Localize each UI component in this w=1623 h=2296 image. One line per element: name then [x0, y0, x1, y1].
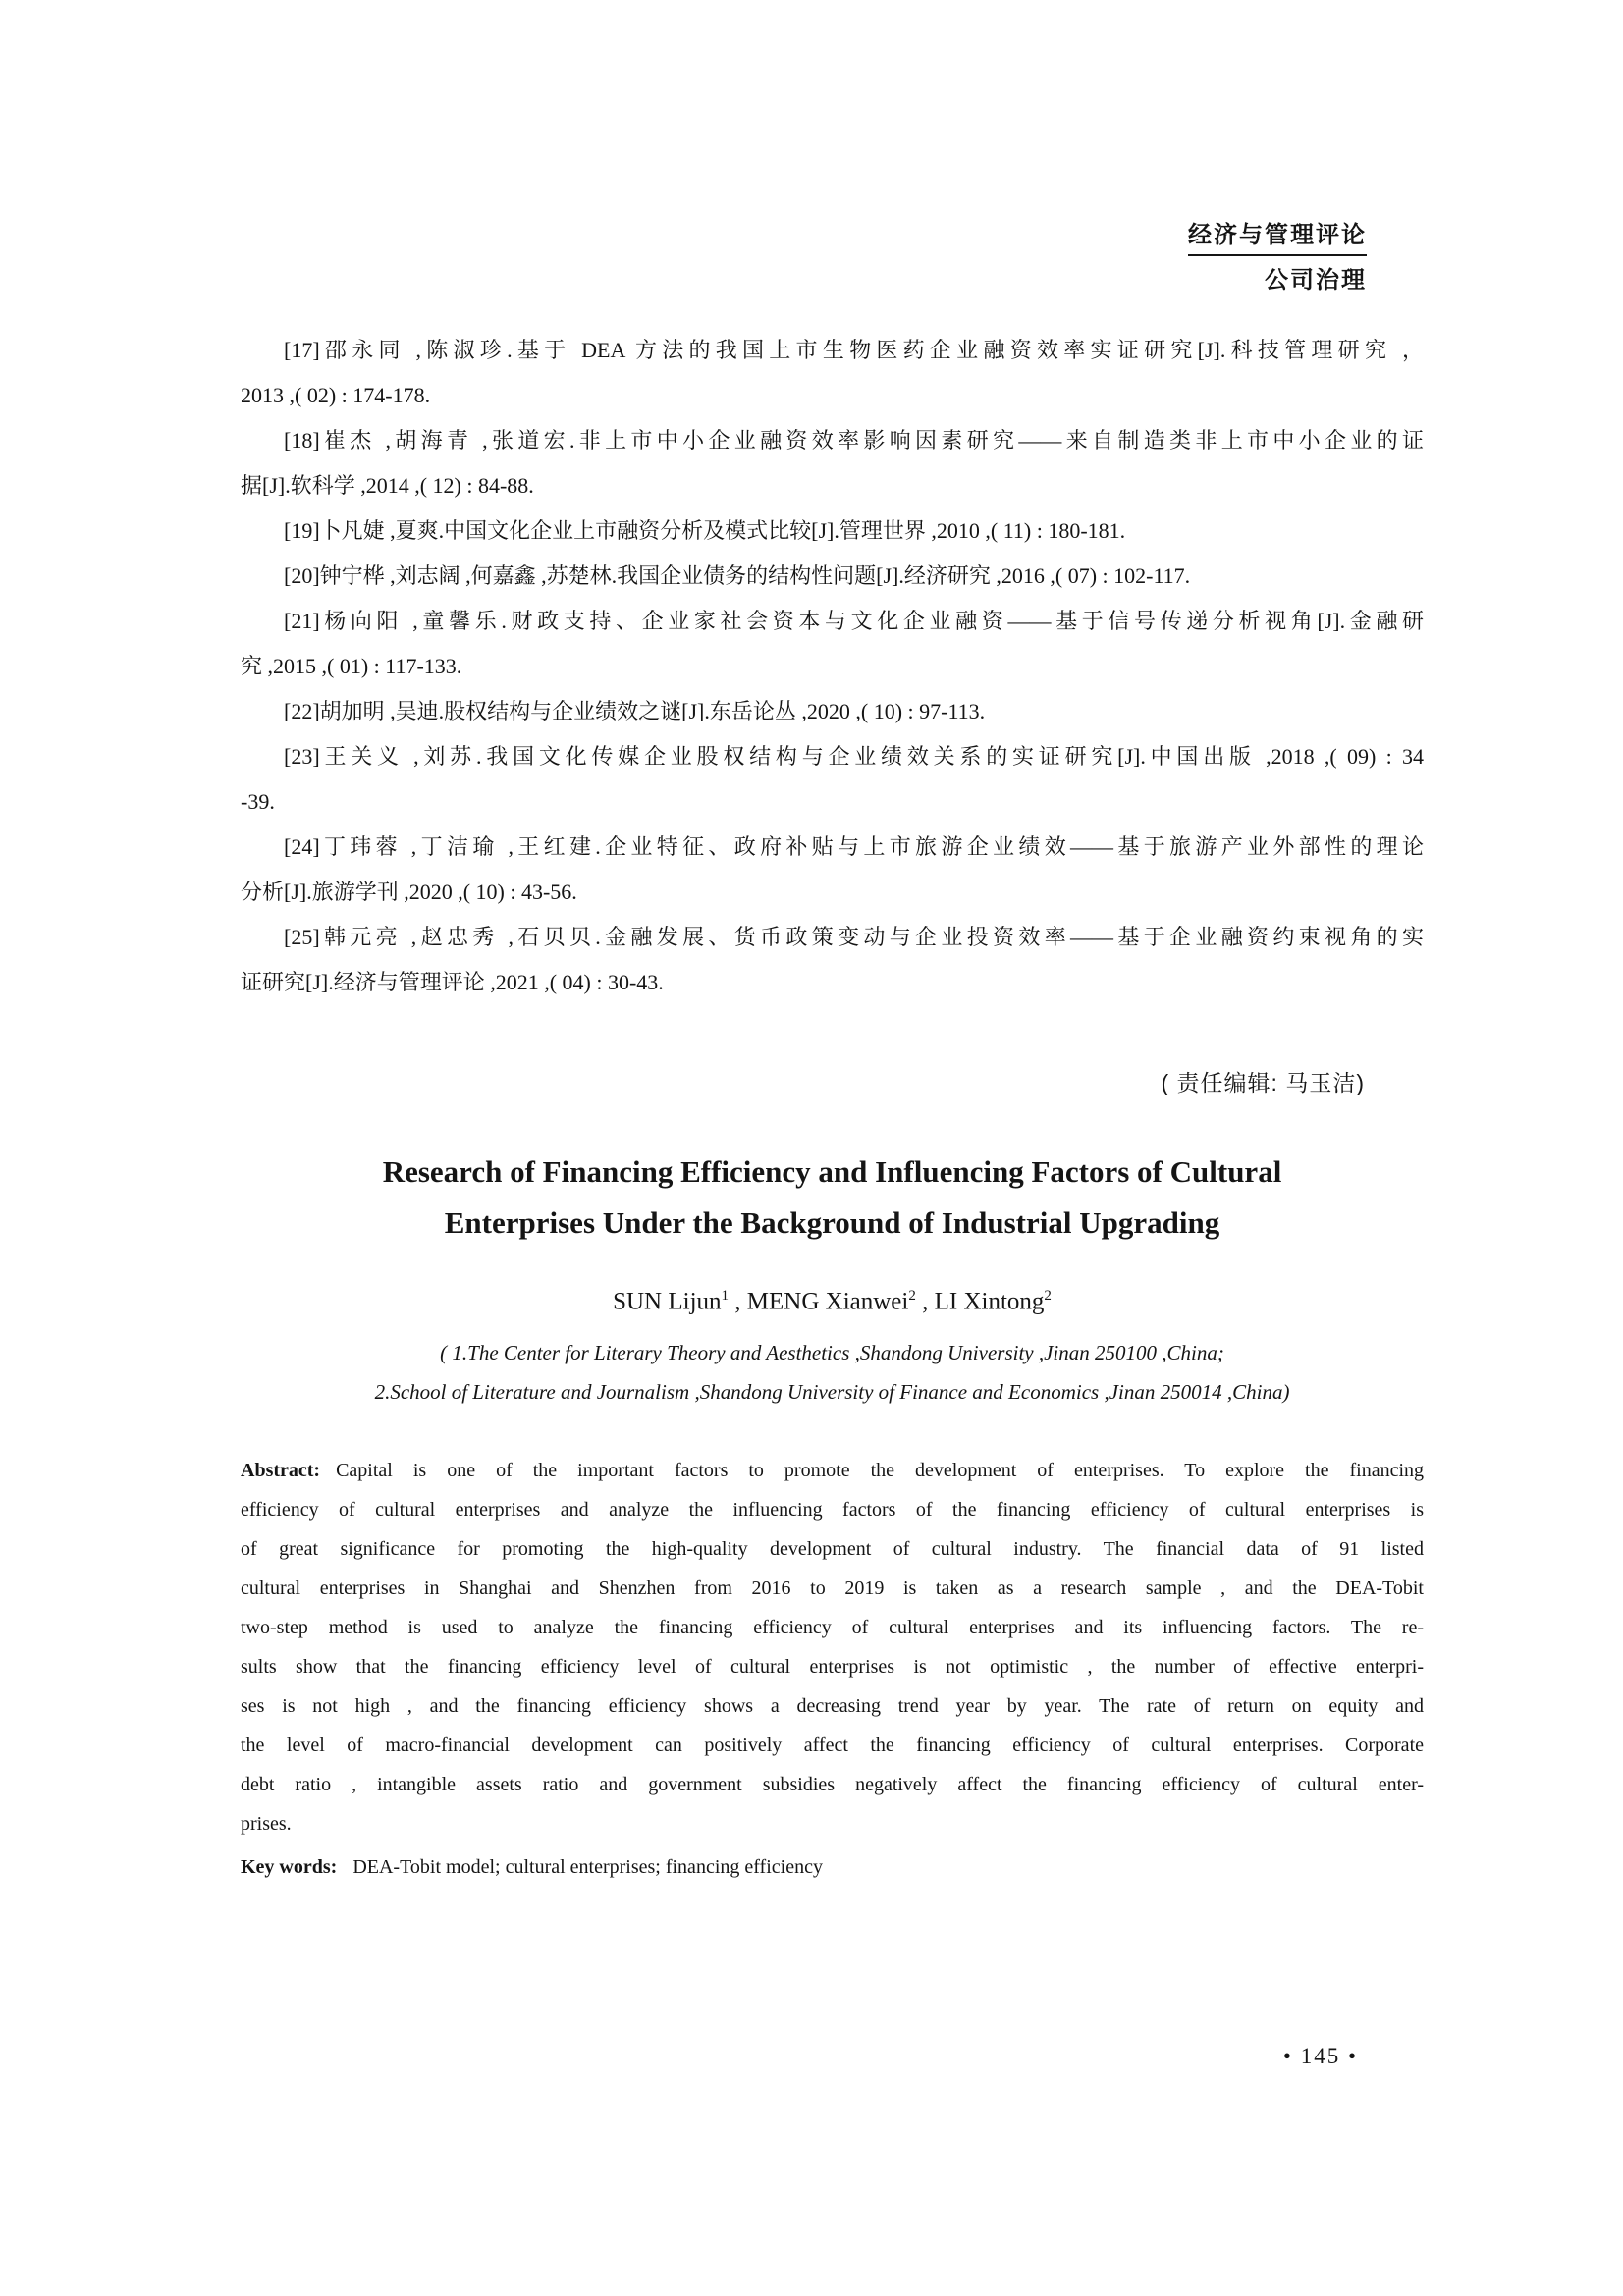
- title-line: Research of Financing Efficiency and Influencing Factors of Cultural: [382, 1154, 1282, 1189]
- page-header: [0, 220, 1623, 296]
- author-name: LI Xintong: [934, 1288, 1045, 1315]
- abstract-line: ses is not high , and the financing efficiency shows a decreasing trend year by year. The rate of return on equity and: [241, 1695, 1424, 1718]
- reference-line: [19]卜凡婕 ,夏爽.中国文化企业上市融资分析及模式比较[J].管理世界 ,2010 ,( 11) : 180-181.: [284, 518, 1126, 543]
- reference-item: [241, 599, 1424, 689]
- references-section: [241, 328, 1424, 1005]
- abstract-line: sults show that the financing efficiency level of cultural enterprises is not optimistic , the number of effective enterpri-: [241, 1656, 1424, 1679]
- reference-item: [241, 554, 1424, 599]
- reference-item: [241, 328, 1424, 418]
- keywords-text: DEA-Tobit model; cultural enterprises; financing efficiency: [352, 1856, 823, 1879]
- abstract-label: Abstract:: [241, 1460, 321, 1482]
- reference-line: 证研究[J].经济与管理评论 ,2021 ,( 04) : 30-43.: [241, 970, 664, 994]
- column-name: 公司治理: [1265, 267, 1367, 294]
- author-separator: ,: [729, 1288, 747, 1315]
- reference-item: [241, 734, 1424, 825]
- author-name: MENG Xianwei: [746, 1288, 909, 1315]
- abstract-line: the level of macro-financial development can positively affect the financing efficiency of cultural enterprises. Corporate: [241, 1735, 1424, 1757]
- reference-line: [20]钟宁桦 ,刘志阔 ,何嘉鑫 ,苏楚林.我国企业债务的结构性问题[J].经济研究 ,2016 ,( 07) : 102-117.: [284, 563, 1191, 588]
- affiliations-block: [241, 1333, 1424, 1412]
- editor-note: ( 责任编辑: 马玉洁): [1161, 1070, 1365, 1095]
- abstract-line: prises.: [241, 1813, 292, 1836]
- abstract-line: of great significance for promoting the high-quality development of cultural industry. The financial data of 91 listed: [241, 1538, 1424, 1561]
- keywords-line: [241, 1847, 1424, 1887]
- reference-line: 据[J].软科学 ,2014 ,( 12) : 84-88.: [241, 473, 534, 498]
- reference-line: 2013 ,( 02) : 174-178.: [241, 383, 431, 407]
- reference-line: 究 ,2015 ,( 01) : 117-133.: [241, 654, 462, 678]
- reference-line: [21]杨向阳 ,童馨乐.财政支持、企业家社会资本与文化企业融资——基于信号传递分析视角[J].金融研: [284, 609, 1424, 633]
- keywords-label: Key words:: [241, 1856, 338, 1879]
- reference-item: [241, 915, 1424, 1005]
- abstract-line: efficiency of cultural enterprises and analyze the influencing factors of the financing efficiency of cultural enterprises is: [241, 1499, 1424, 1522]
- reference-item: [241, 508, 1424, 554]
- content-column: [241, 296, 1424, 1887]
- abstract-line: cultural enterprises in Shanghai and Shenzhen from 2016 to 2019 is taken as a research sample , and the DEA-Tobit: [241, 1577, 1424, 1600]
- author-separator: ,: [915, 1288, 935, 1315]
- affiliation-line: ( 1.The Center for Literary Theory and Aesthetics ,Shandong University ,Jinan 250100 ,China;: [440, 1341, 1224, 1365]
- page-number: • 145 •: [1282, 2044, 1358, 2068]
- reference-line: [23]王关义 ,刘苏.我国文化传媒企业股权结构与企业绩效关系的实证研究[J].中国出版 ,2018 ,( 09) : 34: [284, 744, 1424, 769]
- abstract-block: [241, 1451, 1424, 1843]
- affiliation-line: 2.School of Literature and Journalism ,Shandong University of Finance and Economics ,Jinan 250014 ,China): [374, 1380, 1290, 1405]
- abstract-line: [241, 1451, 1424, 1490]
- reference-item: [241, 418, 1424, 508]
- author-superscript: 2: [1044, 1288, 1052, 1304]
- reference-item: [241, 825, 1424, 915]
- abstract-line: two-step method is used to analyze the financing efficiency of cultural enterprises and its influencing factors. The re-: [241, 1617, 1424, 1639]
- reference-item: [241, 689, 1424, 734]
- authors-line: [241, 1278, 1424, 1319]
- reference-line: [17]邵永同 ,陈淑珍.基于 DEA 方法的我国上市生物医药企业融资效率实证研究[J].科技管理研究 ，: [284, 338, 1424, 362]
- abstract-line: debt ratio , intangible assets ratio and government subsidies negatively affect the financing efficiency of cultural enter-: [241, 1774, 1424, 1796]
- reference-line: [22]胡加明 ,吴迪.股权结构与企业绩效之谜[J].东岳论丛 ,2020 ,( 10) : 97-113.: [284, 699, 986, 723]
- abstract-text: Capital is one of the important factors to promote the development of enterprises. To explore the financing: [336, 1460, 1424, 1482]
- article-title-en: [241, 1147, 1424, 1249]
- reference-line: -39.: [241, 789, 275, 814]
- title-line: Enterprises Under the Background of Industrial Upgrading: [444, 1205, 1220, 1240]
- journal-name: 经济与管理评论: [1188, 220, 1367, 256]
- author-superscript: 2: [908, 1288, 916, 1304]
- author-superscript: 1: [721, 1288, 730, 1304]
- reference-line: [18]崔杰 ,胡海青 ,张道宏.非上市中小企业融资效率影响因素研究——来自制造类非上市中小企业的证: [284, 428, 1424, 453]
- author-name: SUN Lijun: [613, 1288, 722, 1315]
- reference-line: [25]韩元亮 ,赵忠秀 ,石贝贝.金融发展、货币政策变动与企业投资效率——基于企业融资约束视角的实: [284, 925, 1424, 949]
- reference-line: [24]丁玮蓉 ,丁洁瑜 ,王红建.企业特征、政府补贴与上市旅游企业绩效——基于旅游产业外部性的理论: [284, 834, 1424, 859]
- reference-line: 分析[J].旅游学刊 ,2020 ,( 10) : 43-56.: [241, 880, 577, 904]
